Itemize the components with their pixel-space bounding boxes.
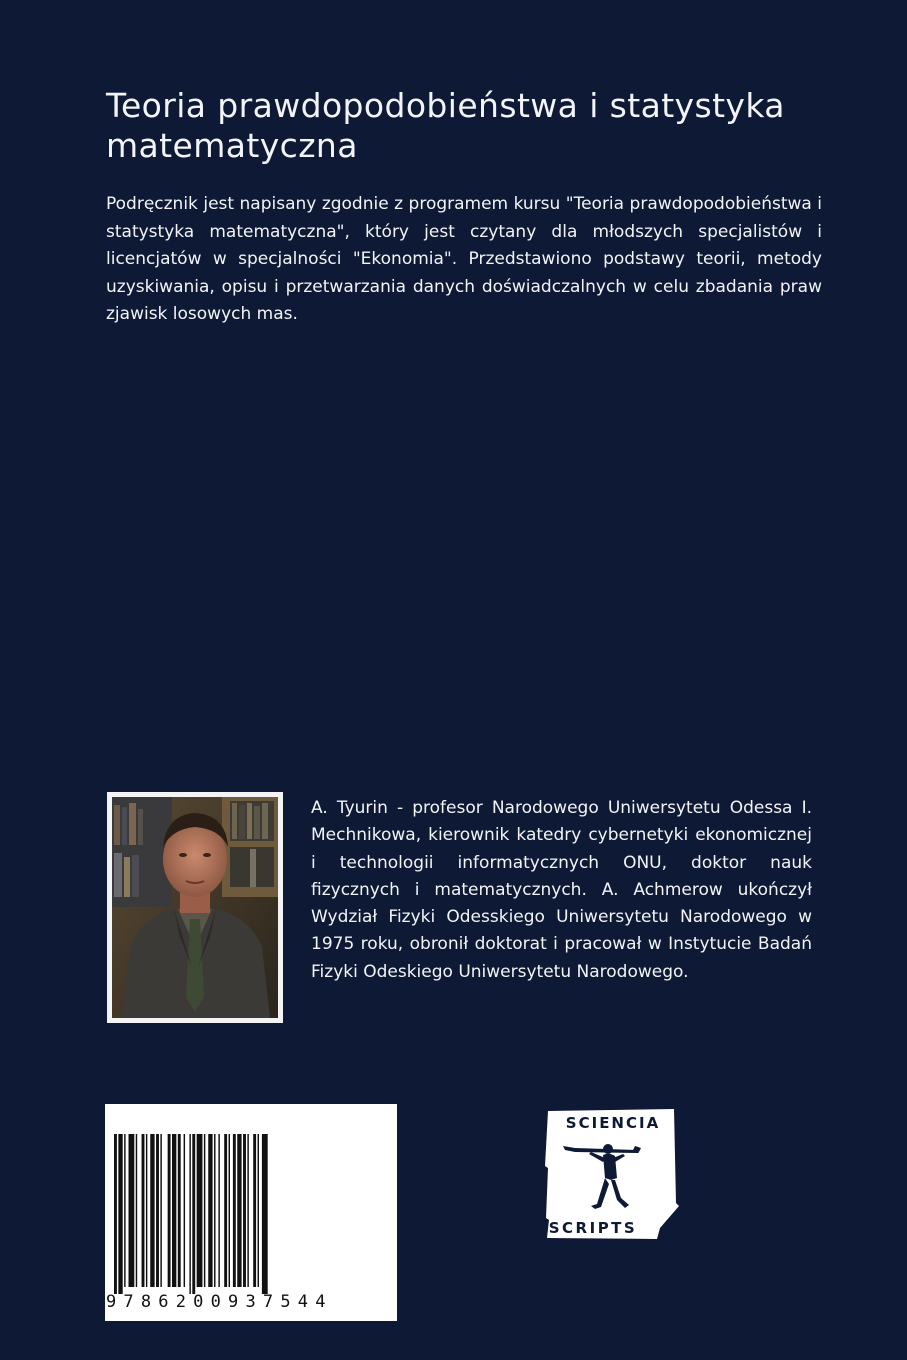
author-bio: A. Tyurin - profesor Narodowego Uniwersytetu Odessa I. Mechnikowa, kierownik katedry cybernetyki ekonomicznej i technologii informatycznych ONU, doktor nauk fizycznych i matematycznych. A. Achmerow ukończył Wydział Fizyki Odesskiego Uniwersytetu Narodowego w 1975 roku, obronił doktorat i pracował w Instytucie Badań Fizyki Odeskiego Uniwersytetu Narodowego.: [311, 798, 812, 982]
barcode-bar: [243, 1134, 246, 1287]
barcode-bar: [178, 1134, 181, 1287]
barcode-bar: [160, 1134, 161, 1287]
book-title: Teoria prawdopodobieństwa i statystyka matematyczna: [106, 86, 785, 165]
author-portrait-image: [112, 797, 278, 1018]
barcode-bar: [204, 1134, 205, 1287]
barcode-bar: [247, 1134, 248, 1287]
barcode-bar: [253, 1134, 256, 1287]
barcode-bar: [214, 1134, 215, 1287]
barcode-bar: [218, 1134, 219, 1287]
barcode-bar: [258, 1134, 259, 1287]
barcode-bar: [184, 1134, 185, 1287]
barcode-bar: [208, 1134, 212, 1287]
barcode-bar: [229, 1134, 230, 1287]
publisher-logo: [545, 1108, 680, 1240]
barcode-bar: [262, 1134, 268, 1294]
author-photo: [107, 792, 283, 1023]
barcode-bar: [150, 1134, 154, 1287]
isbn-number: 9786200937544: [106, 1292, 333, 1312]
barcode-bar: [118, 1134, 122, 1294]
logo-text-top: SCIENCIA: [565, 1114, 661, 1132]
isbn-barcode: [105, 1104, 397, 1321]
barcode-bar: [156, 1134, 159, 1287]
barcode-bar: [168, 1134, 171, 1287]
logo-text-bottom: SCRIPTS: [548, 1219, 638, 1237]
barcode-bar: [197, 1134, 203, 1287]
barcode-bar: [146, 1134, 147, 1287]
barcode-bar: [129, 1134, 135, 1287]
barcode-bar: [233, 1134, 236, 1287]
book-description: Podręcznik jest napisany zgodnie z programem kursu "Teoria prawdopodobieństwa i statystyka matematyczna", który jest czytany dla młodszych specjalistów i licencjatów w specjalności "Ekonomia". Przedstawiono podstawy teorii, metody uzyskiwania, opisu i przetwarzania danych doświadczalnych w celu zbadania praw zjawisk losowych mas.: [106, 194, 822, 324]
barcode-bar: [172, 1134, 176, 1287]
barcode-bar: [224, 1134, 227, 1287]
barcode-bar: [124, 1134, 125, 1287]
barcode-bar: [142, 1134, 145, 1287]
barcode-bar: [136, 1134, 137, 1287]
barcode-bar: [237, 1134, 241, 1287]
barcode-bar: [189, 1134, 190, 1294]
barcode-bar: [192, 1134, 195, 1294]
barcode-bar: [114, 1134, 117, 1294]
barcode-bars: [105, 1104, 397, 1321]
